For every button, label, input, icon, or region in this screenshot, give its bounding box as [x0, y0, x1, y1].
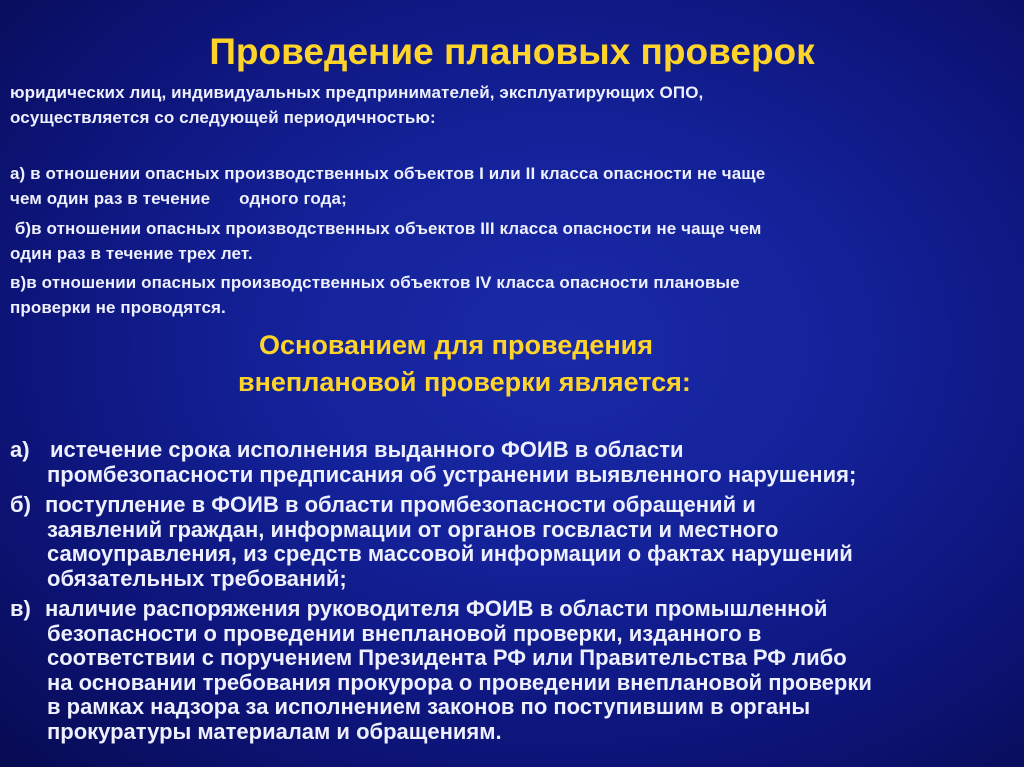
ground-c-line-5: в рамках надзора за исполнением законов по поступившим в органы [47, 694, 811, 719]
ground-a-marker: а) [10, 437, 30, 462]
unplanned-heading [0, 327, 1024, 401]
ground-b-line-1: поступление в ФОИВ в области промбезопасности обращений и [45, 492, 756, 517]
ground-a-line-1: истечение срока исполнения выданного ФОИВ в области [50, 437, 684, 462]
ground-item-a [10, 438, 1015, 487]
ground-b-line-4: обязательных требований; [47, 565, 347, 591]
periodicity-item-c [10, 270, 1015, 320]
periodicity-item-a [10, 161, 1015, 211]
ground-b-marker: б) [10, 492, 31, 517]
periodicity-item-b [10, 216, 1015, 266]
intro-line-1: юридических лиц, индивидуальных предпринимателей, эксплуатирующих ОПО, [10, 83, 704, 102]
ground-c-line-1: наличие распоряжения руководителя ФОИВ в области промышленной [45, 596, 828, 621]
ground-b-line-2: заявлений граждан, информации от органов госвласти и местного [47, 516, 779, 542]
periodicity-b-line-2: один раз в течение трех лет. [10, 244, 253, 263]
ground-c-line-4: на основании требования прокурора о проведении внеплановой проверки [47, 669, 872, 695]
ground-item-b [10, 493, 1015, 591]
periodicity-c-line-1: в)в отношении опасных производственных объектов IV класса опасности плановые [10, 273, 740, 292]
periodicity-a-line-1: а) в отношении опасных производственных объектов I или II класса опасности не чаще [10, 164, 766, 183]
unplanned-heading-line-1: Основанием для проведения [259, 330, 654, 360]
ground-c-line-6: прокуратуры материалам и обращениям. [47, 718, 502, 744]
ground-b-line-3: самоуправления, из средств массовой информации о фактах нарушений [47, 541, 853, 566]
ground-c-marker: в) [10, 596, 31, 621]
ground-c-line-3: соответствии с поручением Президента РФ или Правительства РФ либо [47, 645, 847, 670]
ground-a-line-2: промбезопасности предписания об устранении выявленного нарушения; [47, 461, 857, 487]
ground-item-c [10, 597, 1015, 744]
periodicity-a-line-2: чем один раз в течение одного года; [10, 189, 347, 208]
intro-line-2: осуществляется со следующей периодичностью: [10, 108, 436, 127]
periodicity-b-line-1: б)в отношении опасных производственных объектов III класса опасности не чаще чем [10, 219, 762, 238]
ground-c-line-2: безопасности о проведении внеплановой проверки, изданного в [47, 620, 762, 646]
slide-title: Проведение плановых проверок [209, 31, 815, 72]
intro-paragraph [10, 80, 1015, 130]
unplanned-heading-line-2: внеплановой проверки является: [238, 367, 691, 397]
periodicity-c-line-2: проверки не проводятся. [10, 298, 226, 317]
